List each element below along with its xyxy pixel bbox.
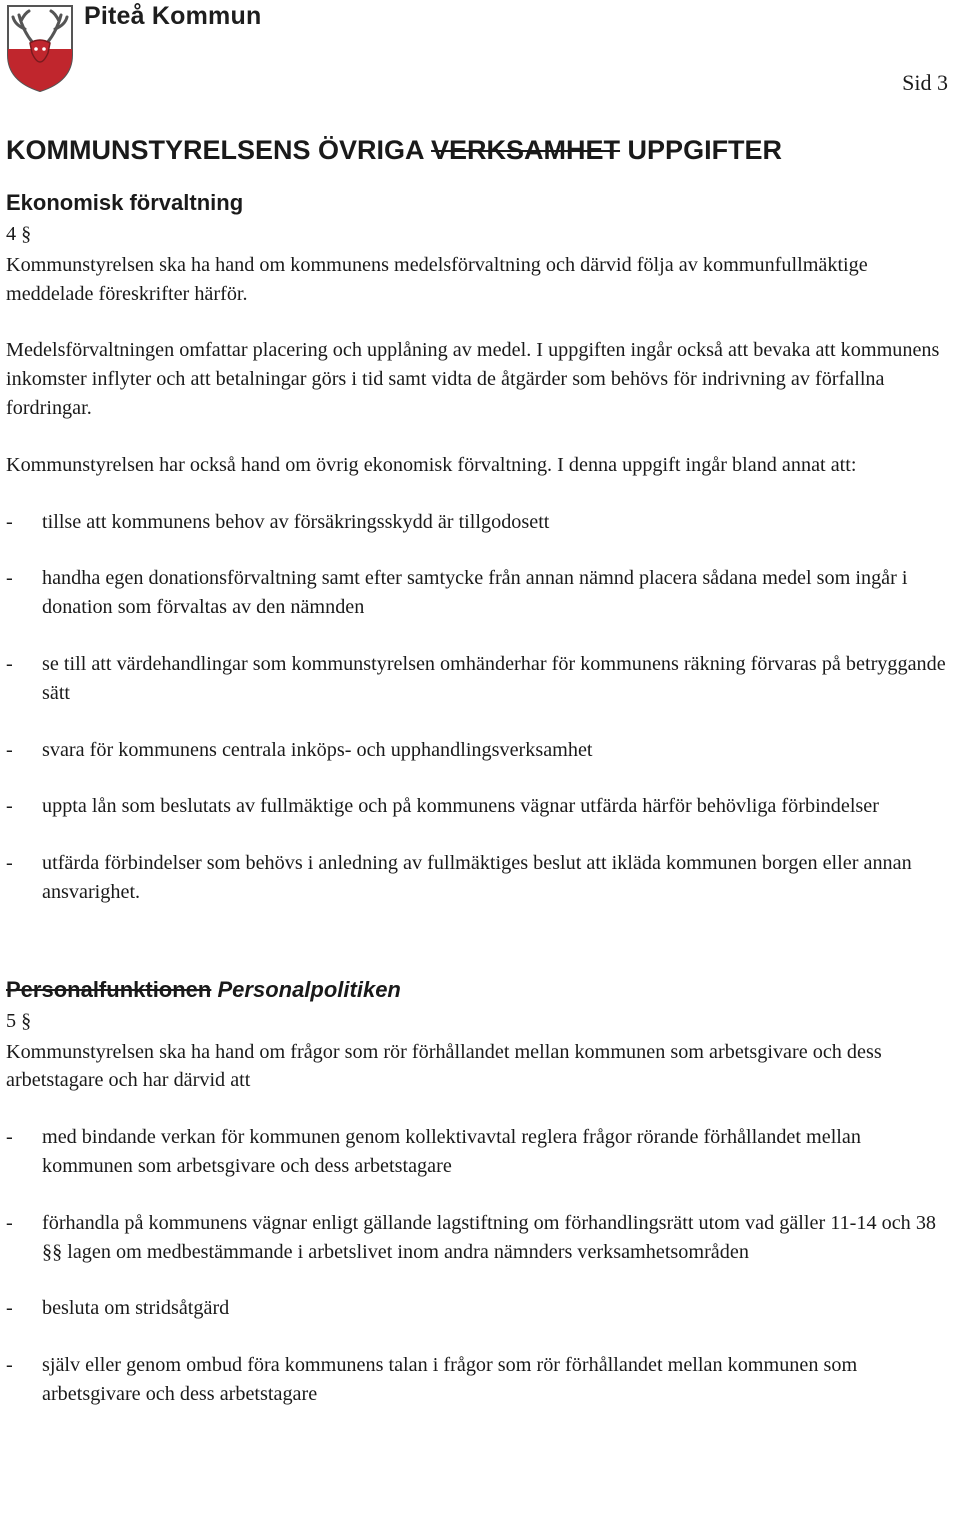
list-item: - svara för kommunens centrala inköps- och upphandlingsverksamhet — [6, 738, 593, 761]
list-item-text: uppta lån som beslutats av fullmäktige och på kommunens vägnar utfärda härför behövliga förbindelser — [42, 795, 879, 818]
reindeer-shield-icon — [5, 3, 75, 93]
list-item: - besluta om stridsåtgärd — [6, 1297, 230, 1320]
paragraph-number-4: 4 § — [6, 223, 32, 245]
list-item: - uppta lån som beslutats av fullmäktige och på kommunens vägnar utfärda härför behövliga förbindelser — [6, 795, 879, 818]
list-item: - handha egen donationsförvaltning samt efter samtycke från annan nämnd placera sådana medel som ingår i donation som förvaltas av den nämnden — [6, 567, 908, 619]
document-body — [6, 130, 956, 1409]
list-item-text: förhandla på kommunens vägnar enligt gällande lagstiftning om förhandlingsrätt utom vad gäller 11-14 och 38 §§ lagen om medbestämmande i arbetslivet inom andra nämnders verksamhetsområden — [42, 1211, 937, 1263]
section-heading-personnel — [6, 975, 956, 1005]
personnel-task-list — [6, 1123, 956, 1409]
list-item-text: svara för kommunens centrala inköps- och upphandlingsverksamhet — [42, 738, 593, 761]
title-text: KOMMUNSTYRELSENS ÖVRIGA — [6, 135, 432, 165]
economy-task-list — [6, 508, 956, 907]
municipality-name: Piteå Kommun — [84, 2, 262, 30]
list-item-text: utfärda förbindelser som behövs i anledning av fullmäktiges beslut att ikläda kommunen borgen eller annan ansvarighet. — [42, 852, 912, 903]
paragraph-text: Kommunstyrelsen har också hand om övrig ekonomisk förvaltning. I denna uppgift ingår bland annat att: — [6, 453, 857, 476]
paragraph-number-5: 5 § — [6, 1009, 32, 1032]
list-item-text: handha egen donationsförvaltning samt efter samtycke från annan nämnd placera sådana medel som ingår i donation som förvaltas av den nämnden — [42, 567, 908, 619]
list-item-text: med bindande verkan för kommunen genom kollektivavtal reglera frågor rörande förhållandet mellan kommunen som arbetsgivare och dess arbetstagare — [42, 1126, 861, 1177]
list-item: - utfärda förbindelser som behövs i anledning av fullmäktiges beslut att ikläda kommunen borgen eller annan ansvarighet. — [6, 852, 912, 903]
document-title — [6, 130, 956, 170]
list-item: - förhandla på kommunens vägnar enligt gällande lagstiftning om förhandlingsrätt utom vad gäller 11-14 och 38 §§ lagen om medbestämmande i arbetslivet inom andra nämnders verksamhetsområden — [6, 1211, 937, 1263]
heading-new-text: Personalpolitiken — [217, 976, 401, 1002]
municipality-coat-of-arms — [5, 3, 75, 98]
list-item: - tillse att kommunens behov av försäkringsskydd är tillgodosett — [6, 510, 550, 533]
list-item: - se till att värdehandlingar som kommunstyrelsen omhänderhar för kommunens räkning förvaras på betryggande sätt — [6, 652, 946, 704]
heading-struck-text: Personalfunktionen — [6, 976, 212, 1002]
list-item: - själv eller genom ombud föra kommunens talan i frågor som rör förhållandet mellan kommunen som arbetsgivare och dess arbetstagare — [6, 1354, 858, 1405]
paragraph-text: Medelsförvaltningen omfattar placering och upplåning av medel. I uppgiften ingår också att bevaka att kommunens inkomster inflyter och att betalningar görs i tid samt vidta de åtgärder som behövs för indrivning av förfallna fordringar. — [6, 339, 940, 419]
page-number: Sid 3 — [902, 70, 948, 95]
paragraph-text: Kommunstyrelsen ska ha hand om kommunens medelsförvaltning och därvid följa av kommunfullmäktige meddelade föreskrifter härför. — [6, 253, 868, 305]
paragraph-text: Kommunstyrelsen ska ha hand om frågor som rör förhållandet mellan kommunen som arbetsgivare och dess arbetstagare och har därvid att — [6, 1040, 882, 1092]
list-item: - med bindande verkan för kommunen genom kollektivavtal reglera frågor rörande förhållandet mellan kommunen som arbetsgivare och dess arbetstagare — [6, 1126, 861, 1177]
list-item-text: själv eller genom ombud föra kommunens talan i frågor som rör förhållandet mellan kommunen som arbetsgivare och dess arbetstagare — [42, 1354, 858, 1405]
list-item-text: se till att värdehandlingar som kommunstyrelsen omhänderhar för kommunens räkning förvaras på betryggande sätt — [42, 652, 946, 704]
title-text-end: UPPGIFTER — [620, 135, 783, 165]
title-struck-word: VERKSAMHET — [431, 135, 621, 165]
list-item-text: tillse att kommunens behov av försäkringsskydd är tillgodosett — [42, 510, 550, 533]
list-item-text: besluta om stridsåtgärd — [42, 1297, 230, 1320]
section-heading-economy: Ekonomisk förvaltning — [6, 190, 244, 215]
